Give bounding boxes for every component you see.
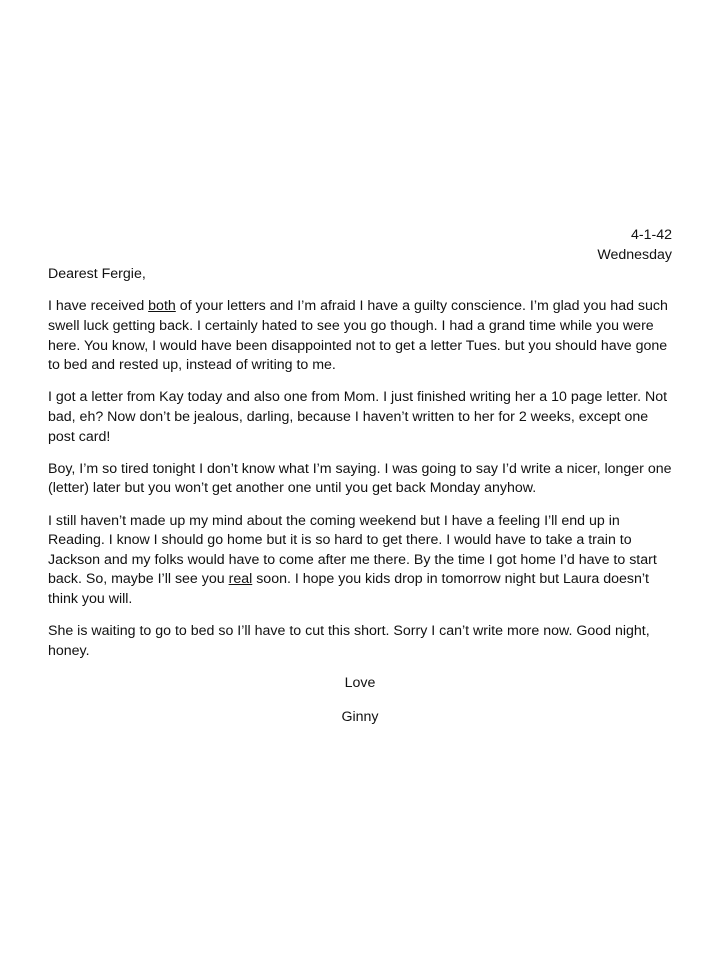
- letter-weekday: Wednesday: [597, 246, 672, 263]
- letter-paragraph: [48, 297, 672, 375]
- letter-paragraph: [48, 388, 672, 447]
- paragraph-text: Boy, I’m so tired tonight I don’t know what I’m saying. I was going to say I’d write a nicer, longer one (letter) later but you won’t get another one until you get back Monday anyhow.: [48, 460, 672, 497]
- paragraph-text: I have received: [48, 298, 149, 315]
- paragraph-text: I still haven’t made up my mind about the coming weekend but I have a feeling I’ll end up in Reading. I know I should go home but it is so hard to get there. I would have to take a train to Jackson and my folks would have to come after me there. By the time I got home I’d have to start back. So, maybe I’ll see you: [48, 512, 657, 588]
- letter-paragraph: [48, 512, 672, 610]
- underlined-text: real: [228, 571, 253, 588]
- date-block: [48, 226, 672, 265]
- underlined-text: both: [148, 298, 176, 315]
- paragraph-text: soon. I hope you kids drop in tomorrow night but Laura doesn’t think you will.: [48, 571, 649, 607]
- letter-body: [48, 226, 672, 727]
- signature: Ginny: [341, 708, 379, 725]
- paragraph-text: of your letters and I’m afraid I have a guilty conscience. I’m glad you had such swell luck getting back. I certainly hated to see you go though. I had a grand time while you were here. You know, I would have been disappointed not to get a letter Tues. but you should have gone to bed and rested up, instead of writing to me.: [48, 298, 668, 374]
- paragraphs: [48, 297, 672, 661]
- paragraph-text: I got a letter from Kay today and also one from Mom. I just finished writing her a 10 page letter. Not bad, eh? Now don’t be jealous, darling, because I haven’t written to her for 2 weeks, except one post card!: [48, 389, 668, 445]
- letter-paragraph: [48, 622, 672, 661]
- paragraph-text: She is waiting to go to bed so I’ll have to cut this short. Sorry I can’t write more now. Good night, honey.: [48, 623, 650, 659]
- salutation: Dearest Fergie,: [48, 266, 146, 283]
- letter-paragraph: [48, 460, 672, 499]
- closing: Love: [344, 675, 376, 692]
- letter-date: 4-1-42: [630, 227, 672, 243]
